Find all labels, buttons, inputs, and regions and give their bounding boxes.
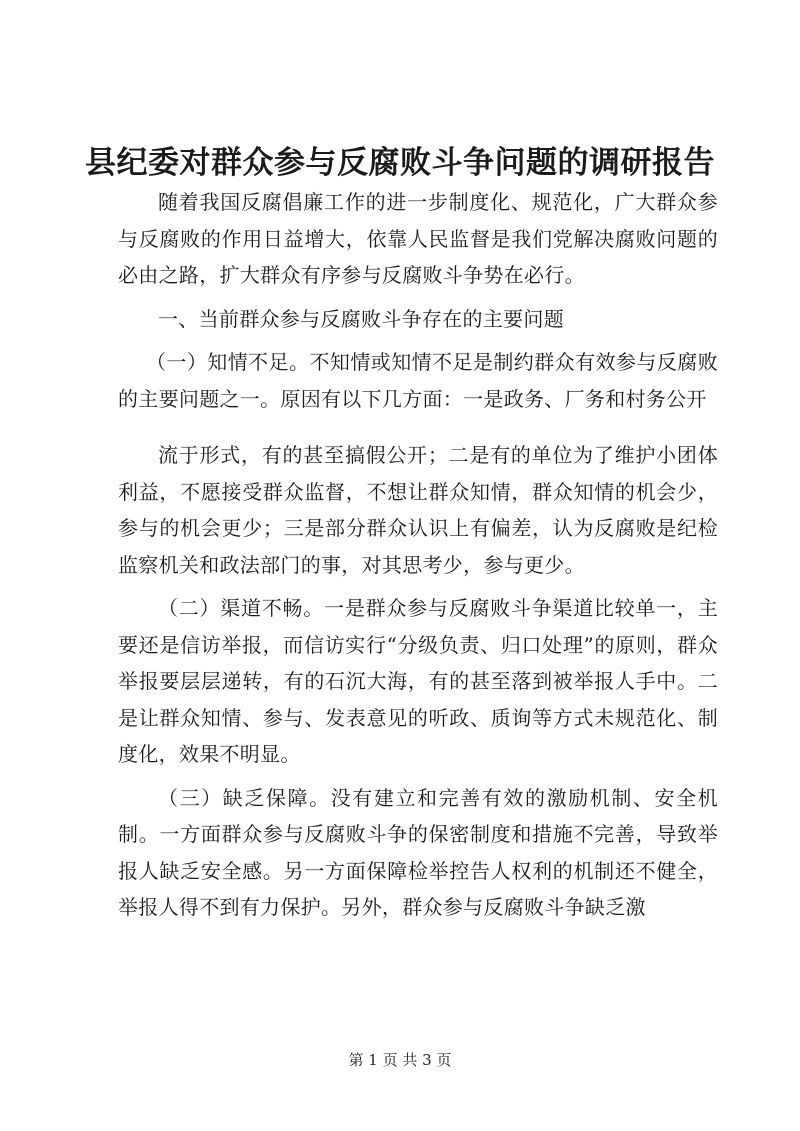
- paragraph-intro: 随着我国反腐倡廉工作的进一步制度化、规范化，广大群众参与反腐败的作用日益增大，依靠人民监督是我们党解决腐败问题的必由之路，扩大群众有序参与反腐败斗争势在必行。: [118, 190, 718, 287]
- section-heading-1: 一、当前群众参与反腐败斗争存在的主要问题: [158, 306, 564, 331]
- paragraph-item-2: （二）渠道不畅。一是群众参与反腐败斗争渠道比较单一，主要还是信访举报，而信访实行“分级负责、归口处理”的原则，群众举报要层层递转，有的石沉大海，有的甚至落到被举报人手中。二是让群众知情、参与、发表意见的听政、质询等方式未规范化、制度化，效果不明显。: [118, 596, 718, 766]
- document-title: 县纪委对群众参与反腐败斗争问题的调研报告: [85, 145, 715, 181]
- paragraph-item-3: （三）缺乏保障。没有建立和完善有效的激励机制、安全机制。一方面群众参与反腐败斗争的保密制度和措施不完善，导致举报人缺乏安全感。另一方面保障检举控告人权利的机制还不健全，举报人得不到有力保护。另外，群众参与反腐败斗争缺乏激: [118, 785, 718, 919]
- page-number-footer: 第 1 页 共 3 页: [348, 1051, 452, 1069]
- paragraph-item-1-continued: 流于形式，有的甚至搞假公开；二是有的单位为了维护小团体利益，不愿接受群众监督，不想让群众知情，群众知情的机会少，参与的机会更少；三是部分群众认识上有偏差，认为反腐败是纪检监察机关和政法部门的事，对其思考少，参与更少。: [118, 443, 718, 577]
- paragraph-item-1: （一）知情不足。不知情或知情不足是制约群众有效参与反腐败的主要问题之一。原因有以下几方面：一是政务、厂务和村务公开: [118, 350, 718, 411]
- document-body: [118, 184, 718, 926]
